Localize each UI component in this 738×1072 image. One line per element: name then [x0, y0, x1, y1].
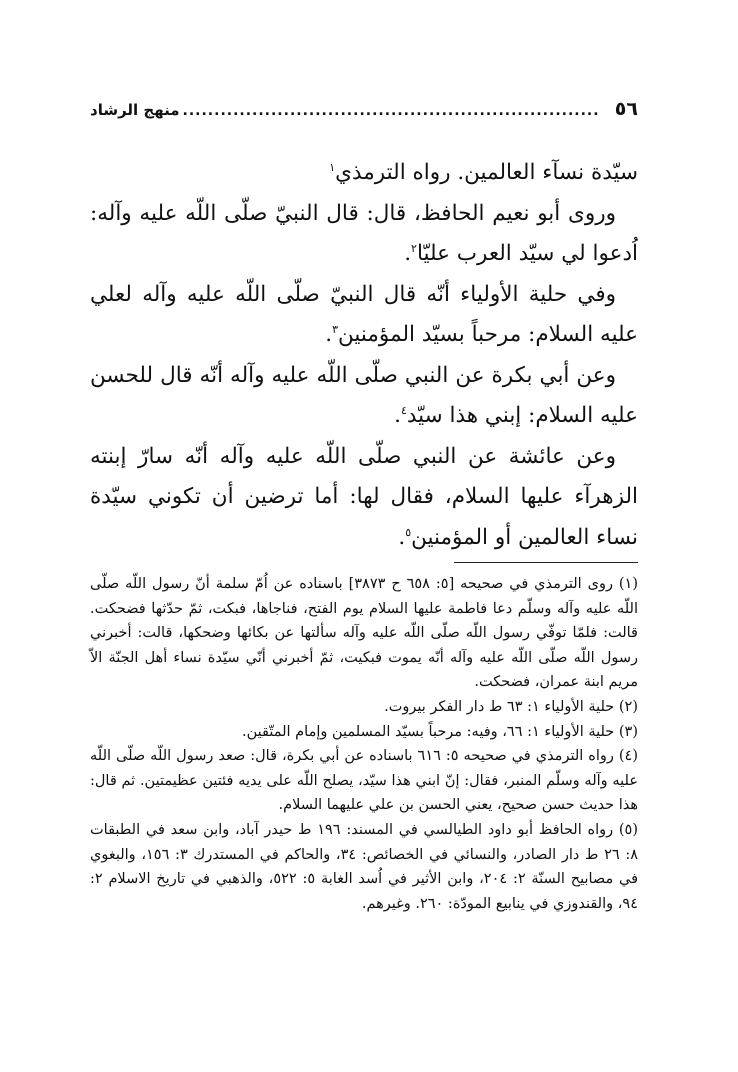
paragraph-text: وعن أبي بكرة عن النبي صلّى اللّه عليه وآله أنّه قال للحسن عليه السلام: إبني هذا سيّد	[90, 362, 638, 428]
paragraph: وعن أبي بكرة عن النبي صلّى اللّه عليه وآله أنّه قال للحسن عليه السلام: إبني هذا سيّد$^٤$.	[90, 362, 638, 428]
paragraph: وفي حلية الأولياء أنّه قال النبيّ صلّى اللّه عليه وآله لعلي عليه السلام: مرحباً بسيّد المؤمنين$^٣$.	[90, 281, 638, 347]
footnote-ref: ٢	[411, 241, 417, 255]
footnote-ref: ٤	[400, 403, 407, 417]
page-number: ٥٦	[614, 98, 638, 120]
footnote-separator	[454, 562, 638, 563]
footnote-ref: ١	[329, 160, 336, 174]
footnotes	[90, 572, 638, 916]
paragraph-text: سيّدة نسآء العالمين. رواه الترمذي	[335, 160, 638, 185]
paragraph: وعن عائشة عن النبي صلّى اللّه عليه وآله أنّه سارّ إبنته الزهرآء عليها السلام، فقال لها: أما ترضين أن تكوني سيّدة نساء العالمين أو المؤمنين$^٥$.	[90, 443, 638, 550]
footnote: (٣) حلية الأولياء ١: ٦٦، وفيه: مرحباً بسيّد المسلمين وإمام المتّقين.	[242, 723, 638, 740]
book-page	[90, 96, 639, 912]
footnote-ref: ٣	[332, 322, 339, 336]
footnote-ref: ٥	[405, 525, 412, 539]
book-title: منهج الرشاد	[90, 101, 180, 119]
running-header	[90, 96, 638, 127]
footnote: (٢) حلية الأولياء ١: ٦٣ ط دار الفكر بيروت.	[384, 698, 638, 715]
paragraph-text: وفي حلية الأولياء أنّه قال النبيّ صلّى اللّه عليه وآله لعلي عليه السلام: مرحباً بسيّد المؤمنين	[90, 281, 638, 347]
main-text	[90, 153, 638, 558]
footnote: (١) روى الترمذي في صحيحه [٥: ٦٥٨ ح ٣٨٧٣] باسناده عن اُمّ سلمة أنّ رسول اللّه صلّى اللّه عليه وآله وسلّم دعا فاطمة عليها السلام يوم الفتح، فناجاها، فبكت، ثمّ حدّثها فضحكت. قالت: فلمّا توفّي رسول اللّه صلّى اللّه عليه وآله سألتها عن بكائها وضحكها، قالت: أخبرني رسول اللّه صلّى اللّه عليه وآله أنّه يموت فبكيت، ثمّ أخبرني أنّي سيّدة نساء أهل الجنّة الاّ مريم ابنة عمران، فضحكت.	[90, 576, 639, 691]
header-leader-dots: ..................................................................	[182, 103, 600, 119]
paragraph-text: وعن عائشة عن النبي صلّى اللّه عليه وآله أنّه سارّ إبنته الزهرآء عليها السلام، فقال لها: أما ترضين أن تكوني سيّدة نساء العالمين أو المؤمنين	[90, 443, 638, 550]
paragraph	[90, 153, 638, 194]
footnote: (٥) رواه الحافظ أبو داود الطيالسي في المسند: ١٩٦ ط حيدر آباد، وابن سعد في الطبقات ٨: ٢٦ ط دار الصادر، والنسائي في الخصائص: ٣٤، والحاكم في المستدرك ٣: ١٥٦، والبغوي في مصابيح السنّة ٢: ٢٠٤، وابن الأثير في اُسد الغابة ٥: ٥٢٢، والذهبي في تاريخ الاسلام ٢: ٩٤، والقندوزي في ينابيع المودّة: ٢٦٠. وغيرهم.	[90, 821, 639, 912]
paragraph-text: وروى أبو نعيم الحافظ، قال: قال النبيّ صلّى اللّه عليه وآله: اُدعوا لي سيّد العرب عليّا	[90, 200, 638, 266]
footnote: (٤) رواه الترمذي في صحيحه ٥: ٦١٦ باسناده عن أبي بكرة، قال: صعد رسول اللّه صلّى اللّه عليه وآله وسلّم المنبر، فقال: إنّ ابني هذا سيّد، يصلح اللّه على يديه فئتين عظيمتين. ثم قال: هذا حديث حسن صحيح، يعني الحسن بن علي عليهما السلام.	[90, 748, 638, 814]
paragraph: وروى أبو نعيم الحافظ، قال: قال النبيّ صلّى اللّه عليه وآله: اُدعوا لي سيّد العرب عليّا$^٢$.	[90, 200, 638, 266]
